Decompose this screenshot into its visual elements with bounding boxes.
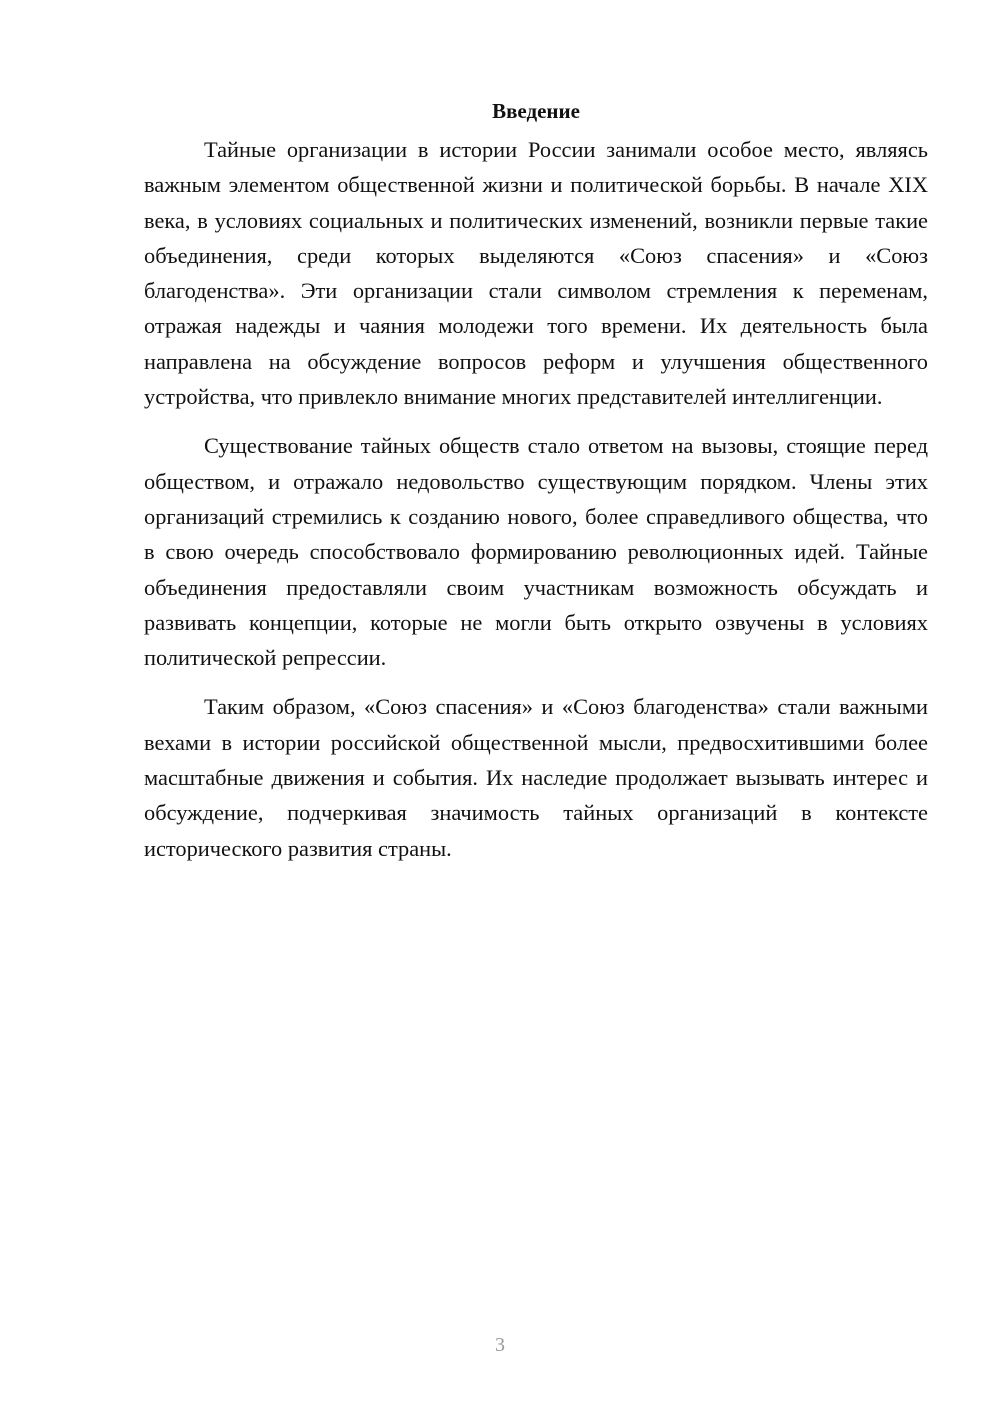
section-title: Введение: [492, 99, 580, 123]
page-number: 3: [495, 1334, 505, 1356]
paragraph-1: Тайные организации в истории России занимали особое место, являясь важным элементом общественной жизни и политической борьбы. В начале XIX века, в условиях социальных и политических изменений, возникли первые такие объединения, среди которых выделяются «Союз спасения» и «Союз благоденства». Эти организации стали символом стремления к переменам, отражая надежды и чаяния молодежи того времени. Их деятельность была направлена на обсуждение вопросов реформ и улучшения общественного устройства, что привлекло внимание многих представителей интеллигенции.: [144, 137, 928, 410]
paragraph-3: Таким образом, «Союз спасения» и «Союз благоденства» стали важными вехами в истории российской общественной мысли, предвосхитившими более масштабные движения и события. Их наследие продолжает вызывать интерес и обсуждение, подчеркивая значимость тайных организаций в контексте исторического развития страны.: [144, 694, 928, 861]
page-content: [144, 94, 928, 880]
paragraph-2: Существование тайных обществ стало ответом на вызовы, стоящие перед обществом, и отражало недовольство существующим порядком. Члены этих организаций стремились к созданию нового, более справедливого общества, что в свою очередь способствовало формированию революционных идей. Тайные объединения предоставляли своим участникам возможность обсуждать и развивать концепции, которые не могли быть открыто озвучены в условиях политической репрессии.: [144, 433, 928, 671]
